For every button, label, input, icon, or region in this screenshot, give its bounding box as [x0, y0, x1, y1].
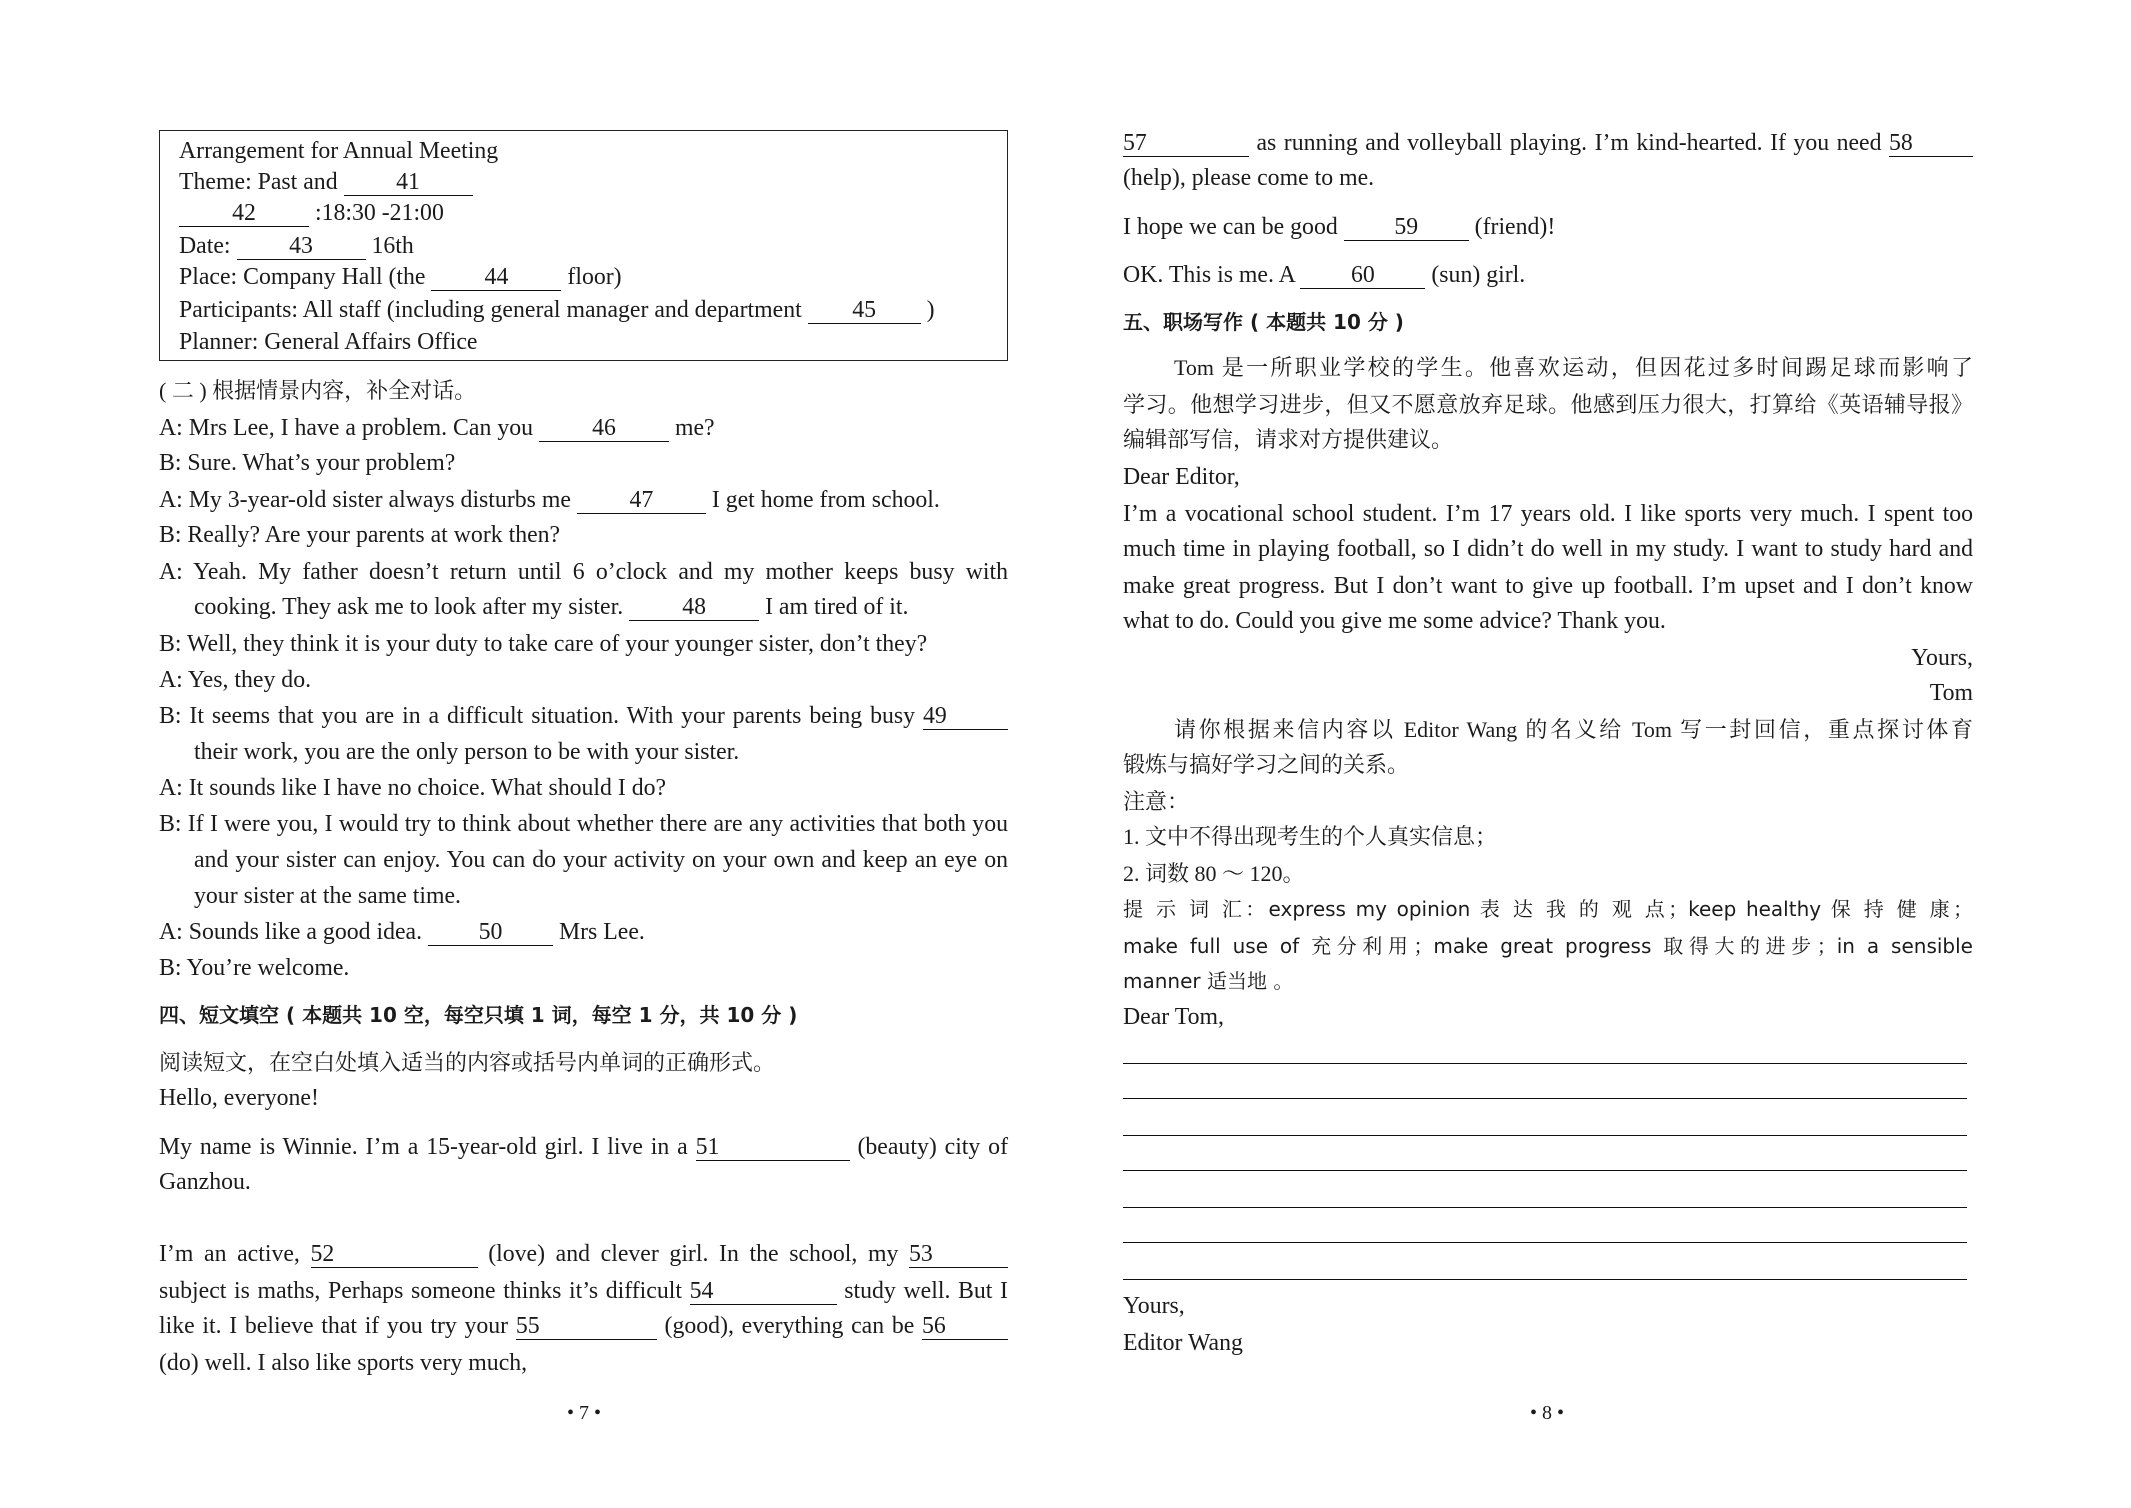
notes-label: 注意： [1123, 789, 1190, 814]
dialogue-line [159, 482, 1008, 518]
dialogue-text: A: Mrs Lee, I have a problem. Can you [159, 415, 534, 441]
reply-salutation: Dear Tom, [1123, 1004, 1224, 1030]
passage-line: (do) well. I also like sports very much, [159, 1350, 528, 1376]
task-line: 请你根据来信内容以 Editor Wang 的名义给 Tom 写一封回信，重点探讨体育 [1174, 717, 1973, 742]
box-title-line [179, 135, 498, 167]
box-theme-label: Theme: Past and [179, 169, 338, 195]
dialogue-text: I am tired of it. [765, 594, 909, 620]
dialogue-line: A: Yeah. My father doesn’t return until 6 o’clock and my mother keeps busy with [159, 559, 1008, 585]
passage-text: I’m an active, [159, 1241, 300, 1267]
situation-line: 学习。他想学习进步，但又不愿意放弃足球。他感到压力很大，打算给《英语辅导报》 [1123, 392, 1973, 417]
dialogue-text: B: It seems that you are in a difficult situation. With your parents being busy [159, 703, 916, 729]
dialogue-heading: ( 二 ) 根据情景内容，补全对话。 [159, 378, 477, 403]
dialogue-line: A: Yes, they do. [159, 667, 312, 693]
writing-line [1123, 1063, 1967, 1064]
letter-body-line: much time in playing football, so I didn’t do well in my study. I want to study hard and [1123, 536, 1973, 562]
passage-line [1123, 257, 1973, 293]
dialogue-line: A: It sounds like I have no choice. What should I do? [159, 775, 667, 801]
writing-heading: 五、职场写作 ( 本题共 10 分 ) [1123, 310, 1404, 334]
blank-60: 60 [1300, 264, 1425, 289]
dialogue-line: B: If I were you, I would try to think about whether there are any activities that both you [159, 811, 1008, 837]
dialogue-line: B: Sure. What’s your problem? [159, 450, 456, 476]
note-item: 2. 词数 80 ～ 120。 [1123, 861, 1305, 886]
blank-51: 51 [696, 1136, 850, 1161]
passage-text: as running and volleyball playing. I’m kind-hearted. If you need [1256, 130, 1882, 156]
page-number-7: • 7 • [566, 1402, 601, 1424]
passage-line [159, 1273, 1008, 1309]
blank-46: 46 [539, 417, 669, 442]
letter-closing: Yours, [1911, 645, 1973, 671]
passage-text: (friend)! [1474, 214, 1556, 240]
passage-line [1123, 125, 1973, 161]
blank-44: 44 [431, 266, 561, 291]
passage-text: I hope we can be good [1123, 214, 1338, 240]
box-participants-label: Participants: All staff (including general manager and department [179, 297, 802, 323]
dialogue-text: A: Sounds like a good idea. [159, 919, 423, 945]
dialogue-text: A: My 3-year-old sister always disturbs me [159, 487, 571, 513]
box-date-day: 16th [371, 233, 414, 259]
passage-text: (love) and clever girl. In the school, my [488, 1241, 899, 1267]
dialogue-line [159, 914, 1008, 950]
passage-text: (sun) girl. [1431, 262, 1526, 288]
situation-line: 编辑部写信，请求对方提供建议。 [1123, 427, 1454, 452]
writing-line [1123, 1207, 1967, 1208]
box-planner: Planner: General Affairs Office [179, 329, 478, 355]
situation-line: Tom 是一所职业学校的学生。他喜欢运动，但因花过多时间踢足球而影响了 [1174, 355, 1973, 380]
box-planner-line [179, 326, 477, 358]
passage-line [1123, 209, 1973, 245]
note-item: 1. 文中不得出现考生的个人真实信息； [1123, 824, 1498, 849]
task-line: 锻炼与搞好学习之间的关系。 [1123, 752, 1410, 777]
cloze-heading: 四、短文填空 ( 本题共 10 空，每空只填 1 词，每空 1 分，共 10 分 ) [159, 1003, 798, 1027]
reply-closing: Yours, [1123, 1293, 1185, 1319]
letter-body-line: make great progress. But I don’t want to give up football. I’m upset and I don’t know [1123, 573, 1973, 599]
box-participants-end: ) [926, 297, 935, 323]
letter-salutation: Dear Editor, [1123, 464, 1240, 490]
passage-line [159, 1236, 1008, 1272]
dialogue-line [194, 589, 1008, 625]
dialogue-text: I get home from school. [711, 487, 940, 513]
box-place-end: floor) [567, 264, 622, 290]
dialogue-line: B: Really? Are your parents at work then? [159, 522, 561, 548]
box-date-line [179, 230, 414, 262]
hint-line: 提 示 词 汇：express my opinion 表 达 我 的 观 点；keep healthy 保 持 健 康； [1123, 897, 1973, 921]
box-time: :18:30 -21:00 [314, 200, 444, 226]
passage-line: Ganzhou. [159, 1169, 251, 1195]
reply-signature: Editor Wang [1123, 1330, 1243, 1356]
box-place-line [179, 261, 622, 293]
blank-49: 49 [923, 705, 1008, 730]
dialogue-line: your sister at the same time. [194, 883, 461, 909]
blank-52: 52 [311, 1243, 478, 1268]
hint-line: manner 适当地 。 [1123, 969, 1294, 993]
hint-line: make full use of 充分利用；make great progress 取得大的进步；in a sensible [1123, 934, 1973, 958]
box-theme-line [179, 166, 473, 198]
passage-text: subject is maths, Perhaps someone thinks it’s difficult [159, 1278, 682, 1304]
writing-line [1123, 1242, 1967, 1243]
writing-line [1123, 1135, 1967, 1136]
dialogue-line: B: Well, they think it is your duty to take care of your younger sister, don’t they? [159, 631, 928, 657]
blank-55: 55 [516, 1315, 657, 1340]
dialogue-text: cooking. They ask me to look after my sister. [194, 594, 624, 620]
passage-text: like it. I believe that if you try your [159, 1313, 509, 1339]
passage-greeting: Hello, everyone! [159, 1085, 319, 1111]
passage-text: study well. But I [844, 1278, 1008, 1304]
dialogue-line: B: You’re welcome. [159, 955, 350, 981]
passage-line [159, 1129, 1008, 1165]
letter-body-line: I’m a vocational school student. I’m 17 years old. I like sports very much. I spent too [1123, 501, 1973, 527]
blank-48: 48 [629, 596, 759, 621]
box-date-label: Date: [179, 233, 231, 259]
letter-body-line: what to do. Could you give me some advice? Thank you. [1123, 608, 1666, 634]
blank-56: 56 [922, 1315, 1008, 1340]
dialogue-text: me? [674, 415, 715, 441]
dialogue-line [159, 410, 1008, 446]
box-title: Arrangement for Annual Meeting [179, 138, 499, 164]
blank-43: 43 [237, 235, 366, 260]
passage-text: My name is Winnie. I’m a 15-year-old girl. I live in a [159, 1134, 688, 1160]
dialogue-line [159, 698, 1008, 734]
passage-text: (good), everything can be [664, 1313, 915, 1339]
passage-line: (help), please come to me. [1123, 165, 1375, 191]
letter-signature: Tom [1929, 680, 1973, 706]
dialogue-text: Mrs Lee. [558, 919, 645, 945]
writing-line [1123, 1098, 1967, 1099]
blank-47: 47 [577, 489, 706, 514]
blank-59: 59 [1344, 216, 1469, 241]
blank-41: 41 [344, 171, 473, 196]
passage-text: (beauty) city of [857, 1134, 1009, 1160]
blank-50: 50 [428, 921, 553, 946]
writing-line [1123, 1279, 1967, 1280]
box-time-line [179, 197, 444, 229]
page-number-8: • 8 • [1529, 1402, 1564, 1424]
writing-line [1123, 1170, 1967, 1171]
box-place-label: Place: Company Hall (the [179, 264, 426, 290]
box-participants-line [179, 294, 935, 326]
blank-54: 54 [690, 1280, 837, 1305]
blank-53: 53 [909, 1243, 1008, 1268]
blank-58: 58 [1889, 132, 1973, 157]
passage-text: OK. This is me. A [1123, 262, 1295, 288]
dialogue-line: their work, you are the only person to be with your sister. [194, 739, 740, 765]
blank-57: 57 [1123, 132, 1249, 157]
cloze-instruction: 阅读短文，在空白处填入适当的内容或括号内单词的正确形式。 [159, 1050, 776, 1075]
passage-line [159, 1308, 1008, 1344]
blank-42: 42 [179, 202, 309, 227]
blank-45: 45 [808, 299, 921, 324]
dialogue-line: and your sister can enjoy. You can do your activity on your own and keep an eye on [194, 847, 1008, 873]
